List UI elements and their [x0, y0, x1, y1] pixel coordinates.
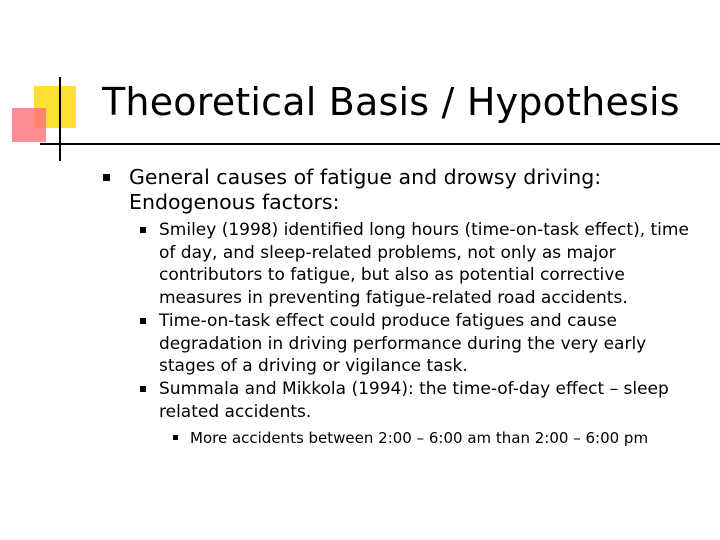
bullet-square-icon	[140, 386, 146, 392]
bullet-main: General causes of fatigue and drowsy driving: Endogenous factors:	[129, 165, 602, 214]
title-underline	[40, 143, 720, 145]
logo-red-square	[12, 108, 46, 142]
sub-bullet-2: Time-on-task effect could produce fatigues and cause degradation in driving performance during the very early stages of a driving or vigilance task.	[159, 311, 647, 376]
logo-vertical-line	[59, 77, 61, 161]
sub-bullet-1: Smiley (1998) identified long hours (time-on-task effect), time of day, and sleep-related problems, not only as major contributors to fatigue, but also as potential corrective measures in preventing fatigue-related road accidents.	[159, 220, 689, 308]
slide-title: Theoretical Basis / Hypothesis	[102, 80, 680, 124]
sub-bullet-3: Summala and Mikkola (1994): the time-of-day effect – sleep related accidents.	[159, 379, 669, 422]
bullet-square-icon	[173, 435, 178, 440]
bullet-square-icon	[140, 318, 146, 324]
sub-sub-bullet-1: More accidents between 2:00 – 6:00 am than 2:00 – 6:00 pm	[190, 429, 649, 447]
bullet-square-icon	[103, 174, 110, 181]
bullet-square-icon	[140, 227, 146, 233]
